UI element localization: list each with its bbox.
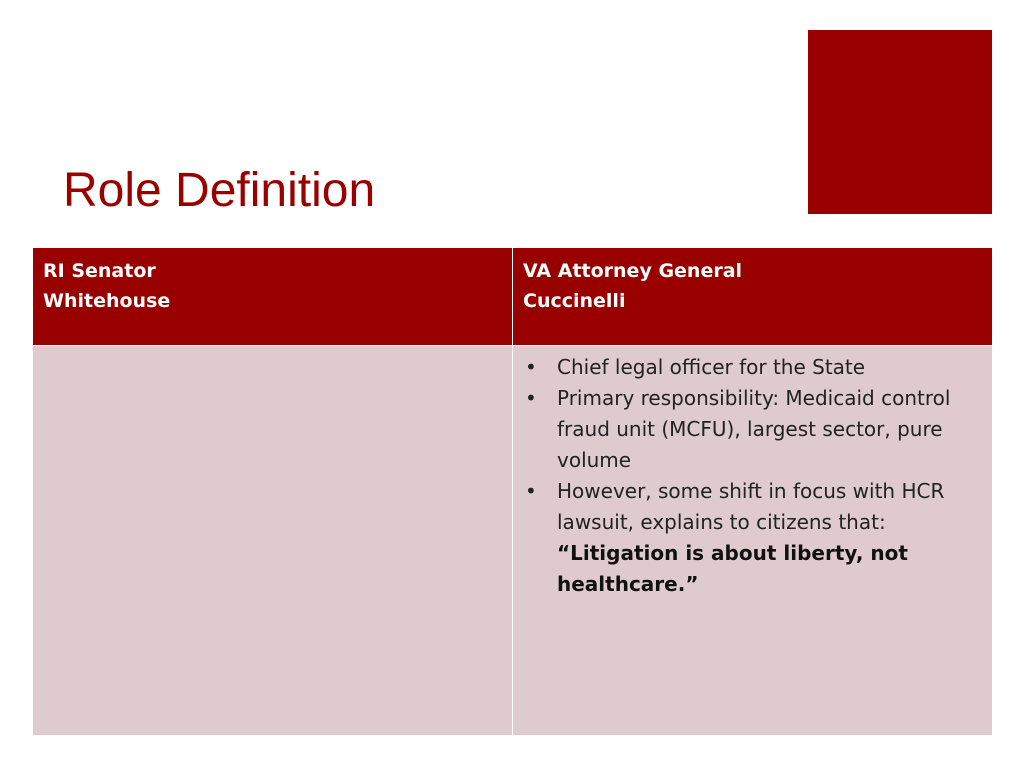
bullet-text: However, some shift in focus with HCR lawsuit, explains to citizens that: xyxy=(557,479,945,534)
cell-ri-senator-role xyxy=(33,346,513,736)
header-ri-senator-line2: Whitehouse xyxy=(43,290,171,312)
role-comparison-table xyxy=(32,247,993,736)
bullet-text: Chief legal officer for the State xyxy=(557,355,866,379)
bullet-item-primary-responsibility xyxy=(521,383,978,476)
table-body-row xyxy=(33,346,993,736)
bullet-item-hcr-lawsuit xyxy=(521,476,978,600)
bullet-quote-emphasis: “Litigation is about liberty, not healthcare.” xyxy=(557,541,908,596)
header-va-ag-line1: VA Attorney General xyxy=(523,260,743,282)
va-ag-bullet-list xyxy=(521,352,978,600)
cell-va-ag-role xyxy=(513,346,993,736)
bullet-text: Primary responsibility: Medicaid control fraud unit (MCFU), largest sector, pure volume xyxy=(557,386,951,472)
header-cell-ri-senator xyxy=(33,248,513,346)
accent-square xyxy=(808,30,992,214)
bullet-icon: • xyxy=(525,386,537,410)
bullet-item-chief-legal-officer xyxy=(521,352,978,383)
slide-title: Role Definition xyxy=(63,164,376,217)
header-cell-va-attorney-general xyxy=(513,248,993,346)
header-va-ag-line2: Cuccinelli xyxy=(523,290,626,312)
bullet-icon: • xyxy=(525,479,537,503)
bullet-icon: • xyxy=(525,355,537,379)
table-header-row xyxy=(33,248,993,346)
header-ri-senator-line1: RI Senator xyxy=(43,260,156,282)
